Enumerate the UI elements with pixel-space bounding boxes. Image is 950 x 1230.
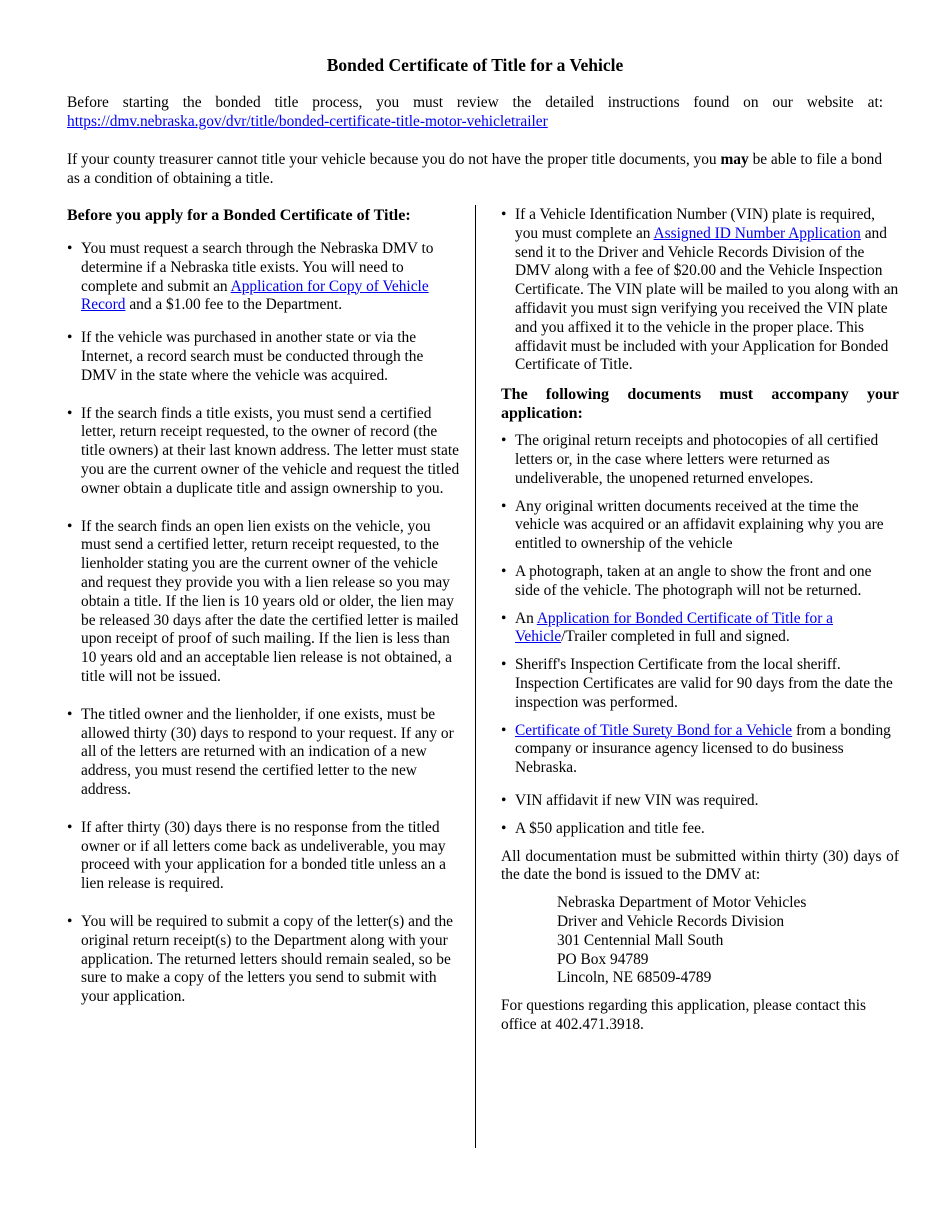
list-item: • VIN affidavit if new VIN was required. <box>501 792 899 811</box>
address-line: Lincoln, NE 68509-4789 <box>557 969 712 987</box>
intro-paragraph-website <box>67 94 883 132</box>
bonded-title-application-link[interactable]: Application for Bonded Certificate of Title for a Vehicle <box>515 609 834 646</box>
submit-instructions: All documentation must be submitted within thirty (30) days of the date the bond is issued to the DMV at: <box>501 847 899 884</box>
surety-bond-link[interactable]: Certificate of Title Surety Bond for a Vehicle <box>515 721 793 739</box>
address-line: PO Box 94789 <box>557 950 649 968</box>
mailing-address <box>557 894 899 988</box>
address-line: 301 Centennial Mall South <box>557 931 724 949</box>
list-item-text: You must request a search through the Nebraska DMV to determine if a Nebraska title exists. You will need to complete and submit an <box>81 240 434 295</box>
intro-bond-text-before: If your county treasurer cannot title your vehicle because you do not have the proper title documents, you <box>67 151 717 168</box>
list-item: • If the vehicle was purchased in another state or via the Internet, a record search must be conducted through the DMV in the state where the vehicle was acquired. <box>67 329 462 385</box>
right-column <box>501 206 899 1035</box>
list-item-text: /Trailer completed in full and signed. <box>561 628 790 646</box>
intro-paragraph-bond <box>67 151 883 189</box>
contact-info: For questions regarding this application, please contact this office at 402.471.3918. <box>501 997 867 1033</box>
list-item <box>501 722 899 778</box>
list-item: • If after thirty (30) days there is no response from the titled owner or if all letters come back as undeliverable, you may proceed with your application for a bonded title unless an a lien release is required. <box>67 819 462 894</box>
before-apply-list <box>67 240 462 1007</box>
documents-list <box>501 432 899 838</box>
copy-of-vehicle-record-link[interactable]: Application for Copy of Vehicle Record <box>81 277 429 314</box>
list-item <box>501 610 899 648</box>
list-item-text: and send it to the Driver and Vehicle Records Division of the DMV along with a fee of $20.00 and the Vehicle Inspection Certificate. The VIN plate will be mailed to you along with an affidavit you must sign verifying you received the VIN plate and you affixed it to the vehicle in the proper place. This affidavit must be included with your Application for Bonded Certificate of Title. <box>515 224 899 374</box>
list-item: • A $50 application and title fee. <box>501 820 899 839</box>
assigned-id-number-application-link[interactable]: Assigned ID Number Application <box>653 224 861 242</box>
left-column <box>67 206 462 1007</box>
list-item: • Any original written documents received at the time the vehicle was acquired or an affidavit explaining why you are entitled to ownership of the vehicle <box>501 498 899 554</box>
list-item-text: An <box>515 609 534 627</box>
address-line: Nebraska Department of Motor Vehicles <box>557 894 807 912</box>
website-link[interactable]: https://dmv.nebraska.gov/dvr/title/bonded-certificate-title-motor-vehicletrailer <box>67 112 548 130</box>
list-item: • Sheriff's Inspection Certificate from the local sheriff. Inspection Certificates are valid for 90 days from the date the inspection was performed. <box>501 656 899 712</box>
list-item-text: If a Vehicle Identification Number (VIN) plate is required, you must complete an <box>515 206 875 242</box>
list-item: • A photograph, taken at an angle to show the front and one side of the vehicle. The photograph will not be returned. <box>501 563 899 601</box>
left-heading: Before you apply for a Bonded Certificate of Title: <box>67 207 411 224</box>
list-item: • The original return receipts and photocopies of all certified letters or, in the case where letters were returned as undeliverable, the unopened returned envelopes. <box>501 432 899 488</box>
vin-list <box>501 206 899 375</box>
intro-bond-text-after: be able to file a bond as a condition of obtaining a title. <box>67 151 883 187</box>
documents-heading: The following documents must accompany your application: <box>501 386 899 423</box>
column-divider <box>475 205 476 1148</box>
page-title: Bonded Certificate of Title for a Vehicle <box>326 55 624 75</box>
intro-bond-bold: may <box>720 151 749 168</box>
address-line: Driver and Vehicle Records Division <box>557 912 785 930</box>
list-item: • The titled owner and the lienholder, if one exists, must be allowed thirty (30) days to respond to your request. If any or all of the letters are returned with an indication of a new address, you must resend the certified letter to the new address. <box>67 706 462 800</box>
intro-text: Before starting the bonded title process, you must review the detailed instructions found on our website at: <box>67 94 883 111</box>
list-item <box>67 240 462 315</box>
list-item-text: and a $1.00 fee to the Department. <box>129 296 343 314</box>
list-item: • If the search finds an open lien exists on the vehicle, you must send a certified letter, return receipt requested, to the lienholder stating you are the current owner of the vehicle and request they provide you with a lien release so you may obtain a title. If the lien is 10 years old or older, the lien may be released 30 days after the date the certified letter is mailed upon receipt of proof of such mailing. If the lien is less than 10 years old and an acceptable lien release is not obtained, a title will not be issued. <box>67 518 462 687</box>
list-item: • If the search finds a title exists, you must send a certified letter, return receipt requested, to the owner of record (the title owners) at their last known address. The letter must state you are the current owner of the vehicle and request the titled owner obtain a duplicate title and assign ownership to you. <box>67 405 462 499</box>
list-item <box>501 206 899 375</box>
list-item: • You will be required to submit a copy of the letter(s) and the original return receipt(s) to the Department along with your application. The returned letters should remain sealed, so be sure to make a copy of the letters you send to submit with your application. <box>67 913 462 1007</box>
list-item-text: from a bonding company or insurance agency licensed to do business Nebraska. <box>515 721 891 777</box>
